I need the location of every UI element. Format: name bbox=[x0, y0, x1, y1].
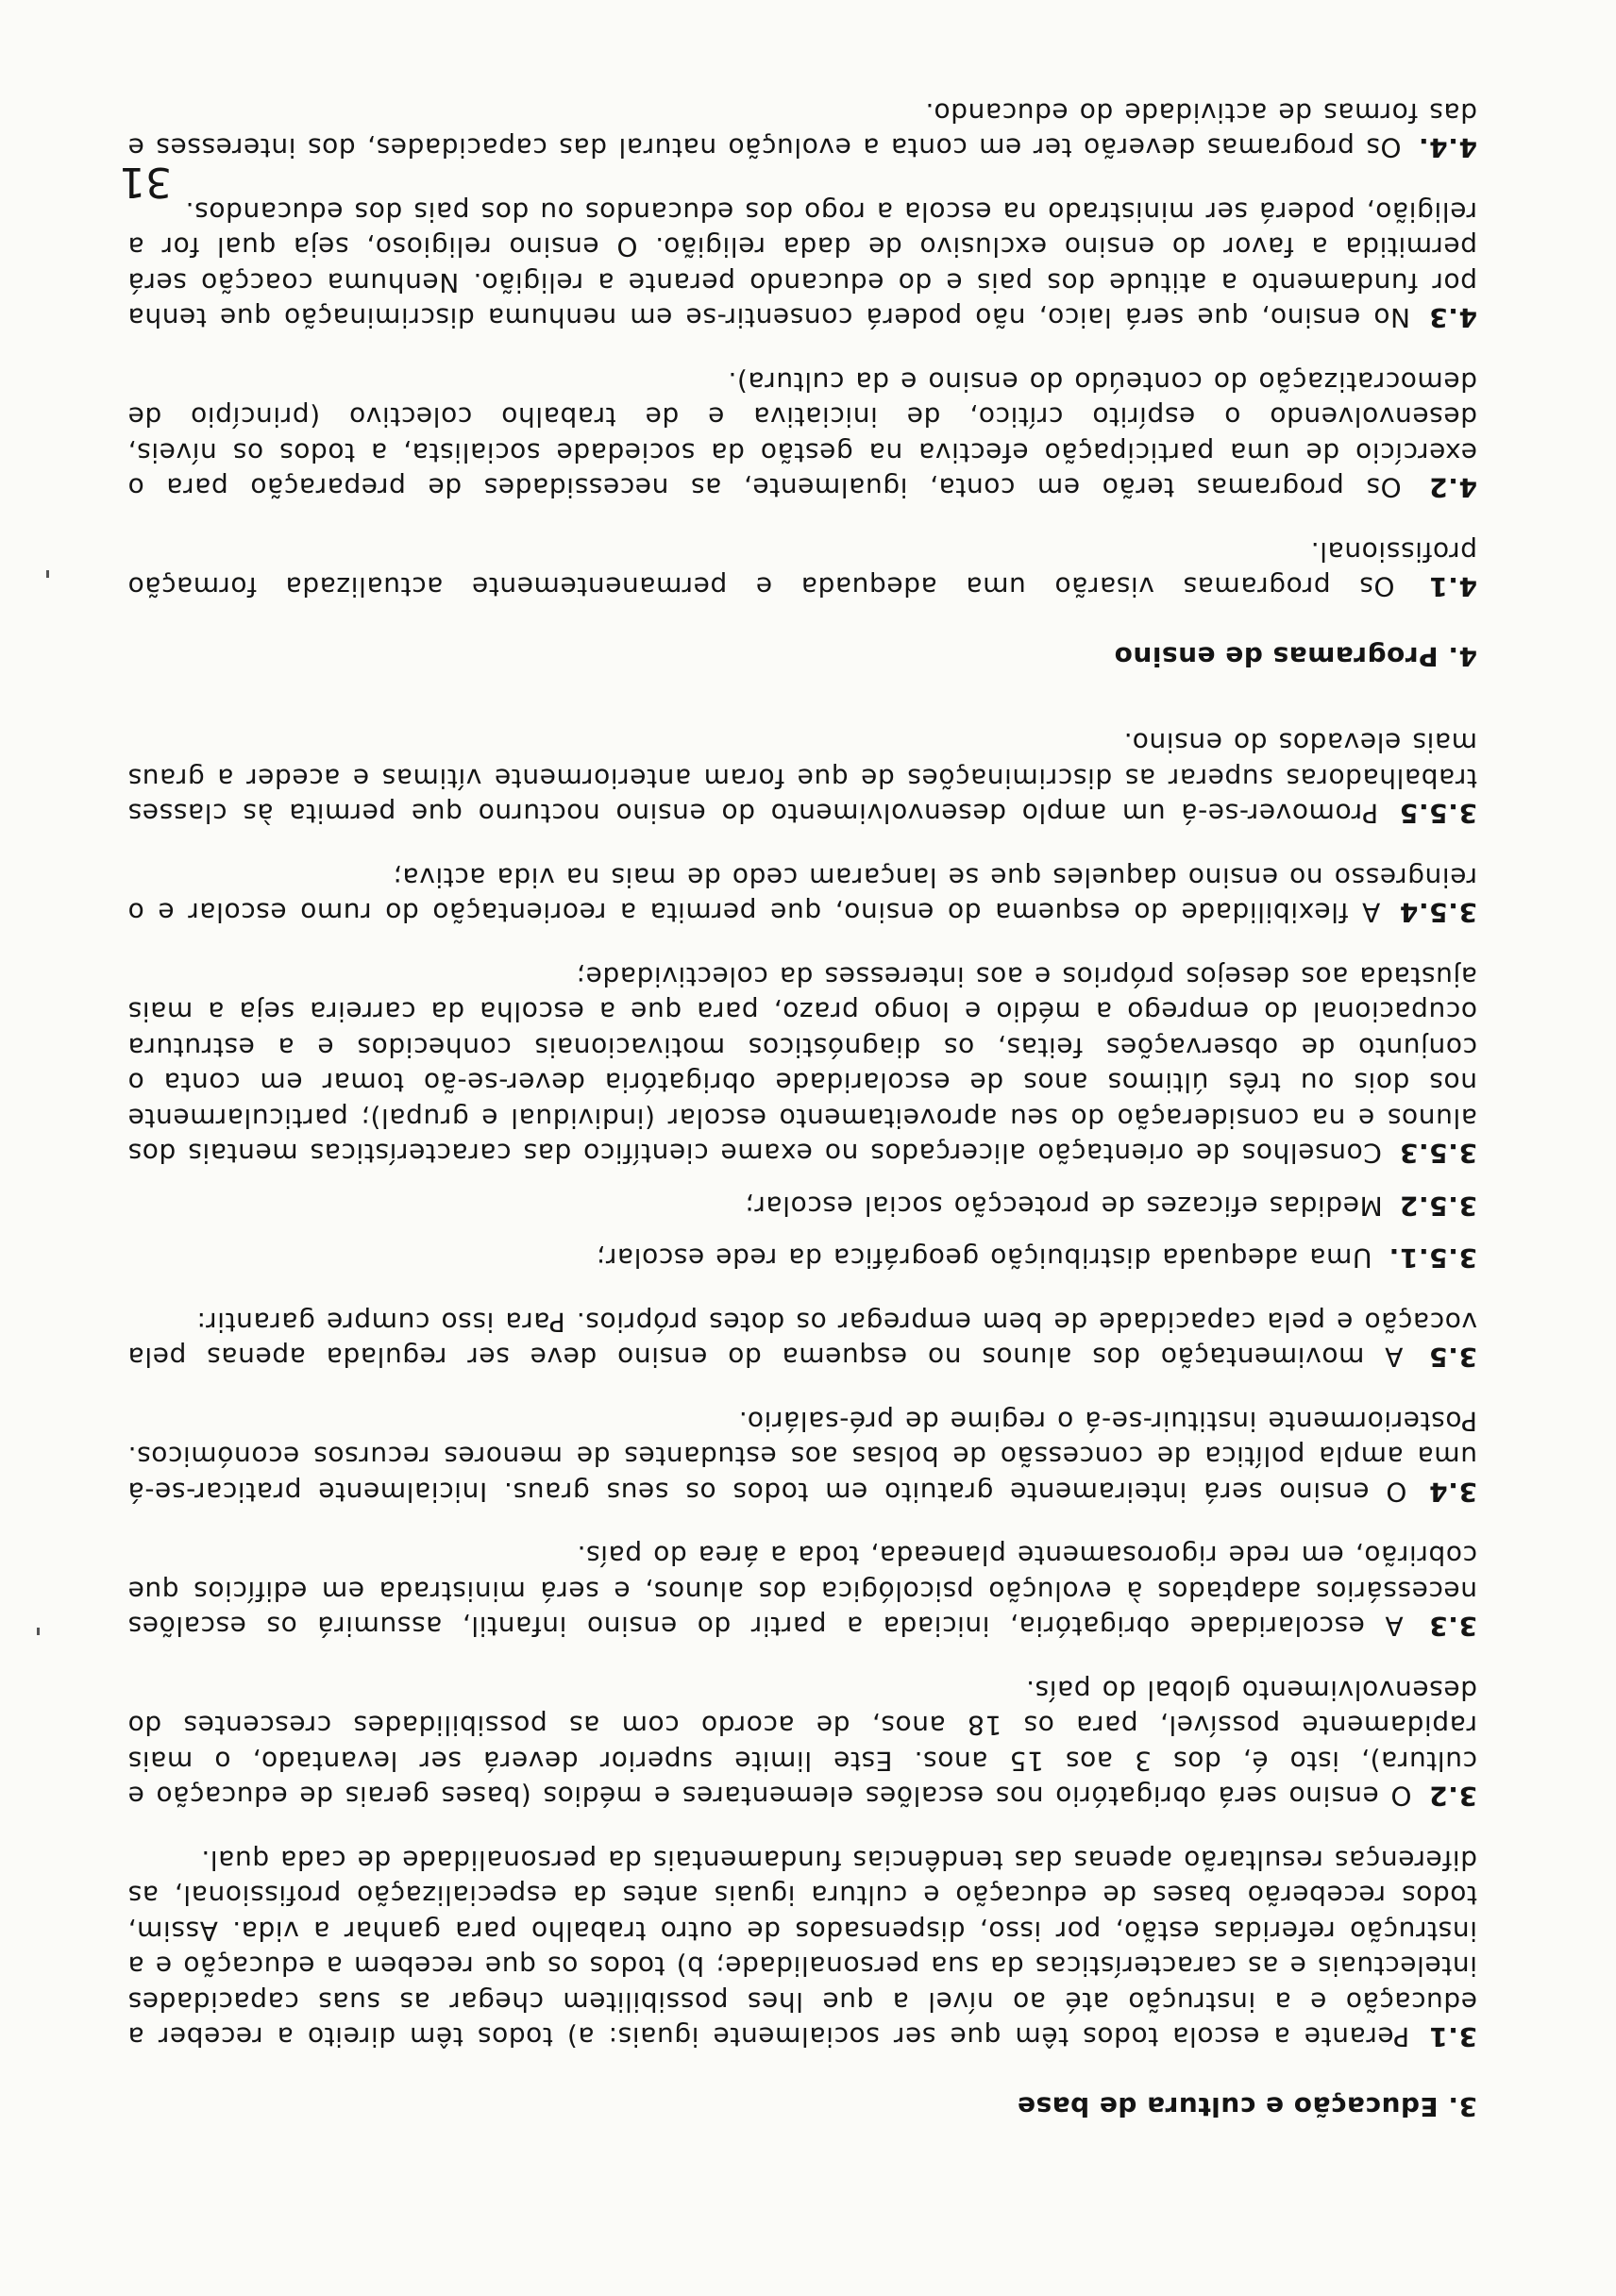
paragraph-number: 3.5.1. bbox=[1389, 1242, 1477, 1275]
paragraph-3-5-3 bbox=[127, 959, 1477, 1172]
paragraph-number: 4.1 bbox=[1428, 571, 1477, 603]
paragraph-number: 3.5.4 bbox=[1399, 897, 1477, 929]
paragraph-3-3 bbox=[127, 1538, 1477, 1645]
paragraph-text: Uma adequada distribuição geográfica da rede escolar; bbox=[596, 1242, 1372, 1275]
paragraph-text: O ensino será obrigatório nos escalões elementares e médios (bases gerais de educação e cultura), isto é, dos 3 aos 15 anos. Este limite superior deverá ser levantado, o mais rapidamente possível, para os 18 anos, de acordo com as possibilidades crescentes do desenvolvimento global do país. bbox=[127, 1675, 1477, 1813]
paragraph-number: 3.5 bbox=[1428, 1342, 1477, 1374]
scan-speck bbox=[46, 570, 49, 578]
paragraph-number: 3.5.3 bbox=[1399, 1138, 1477, 1170]
paragraph-number: 3.2 bbox=[1428, 1781, 1477, 1813]
paragraph-text: Os programas deverão ter em conta a evolução natural das capacidades, dos interesses e das formas de actividade do educando. bbox=[127, 97, 1477, 164]
paragraph-3-1 bbox=[127, 1843, 1477, 2055]
paragraph-4-1 bbox=[127, 534, 1477, 605]
paragraph-number: 4.4. bbox=[1418, 132, 1477, 164]
paragraph-number: 4.3 bbox=[1428, 302, 1477, 334]
paragraph-number: 3.1 bbox=[1428, 2021, 1477, 2053]
paragraph-text: A movimentação dos alunos no esquema do ensino deve ser regulada apenas pela vocação e pela capacidade de bem empregar os dotes próprios. Para isso cumpre garantir: bbox=[127, 1307, 1477, 1374]
page-number: 31 bbox=[119, 158, 172, 206]
paragraph-text: Perante a escola todos têm que ser socialmente iguais: a) todos têm direito a receber a educação e a instrução até ao nível a que lhes possibilitem chegar as suas capacidades intelectuais e as características da sua personalidade; b) todos os que recebem a educação e a instrução referidas estão, por isso, dispensados de outro trabalho para ganhar a vida. Assim, todos receberão bases de educação e cultura iguais antes da especialização profissional, as diferenças resultarão apenas das tendências fundamentais da personalidade de cada qual. bbox=[127, 1845, 1477, 2053]
paragraph-text: Conselhos de orientação alicerçados no exame científico das características mentais dos alunos e na consideração do seu aproveitamento escolar (individual e grupal); particularmente nos dois ou três últimos anos de escolaridade obrigatória dever-se-ão tomar em conta o conjunto de observações feitas, os diagnósticos motivacionais conhecidos e a estrutura ocupacional do emprego a médio e longo prazo, para que a escolha da carreira seja a mais ajustada aos desejos próprios e aos interesses da colectividade; bbox=[127, 961, 1477, 1170]
section-3-heading: 3. Educação e cultura de base bbox=[1017, 2091, 1477, 2122]
paragraph-number: 3.5.2 bbox=[1399, 1190, 1477, 1222]
page-content bbox=[127, 67, 1477, 2125]
paragraph-text: Os programas visarão uma adequada e permanentemente actualizada formação profissional. bbox=[127, 536, 1477, 603]
paragraph-number: 3.3 bbox=[1428, 1611, 1477, 1643]
paragraph-text: A escolaridade obrigatória, iniciada a partir do ensino infantil, assumirá os escalões necessários adaptados à evolução psicológica dos alunos, e será ministrada em edifícios que cobrirão, em rede rigorosamente planeada, toda a área do país. bbox=[127, 1540, 1477, 1643]
section-gap bbox=[127, 674, 1477, 697]
paragraph-3-2 bbox=[127, 1673, 1477, 1815]
paragraph-number: 4.2 bbox=[1428, 472, 1477, 504]
paragraph-3-5-2 bbox=[127, 1189, 1477, 1224]
paragraph-4-2 bbox=[127, 364, 1477, 506]
paragraph-text: O ensino será inteiramente gratuito em todos os seus graus. Inicialmente praticar-se-á uma ampla política de concessão de bolsas aos estudantes de menores recursos económicos. Posteriormente instituir-se-á o regime de pré-salário. bbox=[127, 1406, 1477, 1508]
paragraph-3-5-5 bbox=[127, 725, 1477, 832]
section-4-heading: 4. Programas de ensino bbox=[1114, 641, 1477, 672]
paragraph-3-5-4 bbox=[127, 860, 1477, 931]
paragraph-3-5-1 bbox=[127, 1241, 1477, 1276]
paragraph-number: 3.5.5 bbox=[1399, 798, 1477, 830]
paragraph-text: A flexibilidade do esquema do ensino, que permita a reorientação do rumo escolar e o reingresso no ensino daqueles que se lançaram cedo de mais na vida activa; bbox=[127, 862, 1477, 929]
paragraph-3-5 bbox=[127, 1305, 1477, 1376]
paragraph-4-3 bbox=[127, 194, 1477, 336]
scan-speck bbox=[37, 1628, 40, 1635]
paragraph-3-4 bbox=[127, 1404, 1477, 1511]
paragraph-text: Promover-se-á um amplo desenvolvimento do ensino nocturno que permita às classes trabalhadoras superar as discriminações de que foram anteriormente vítimas e aceder a graus mais elevados do ensino. bbox=[127, 727, 1477, 830]
paragraph-4-4 bbox=[127, 95, 1477, 166]
paragraph-text: Medidas eficazes de protecção social escolar; bbox=[744, 1190, 1383, 1222]
paragraph-text: No ensino, que será laico, não poderá consentir-se em nenhuma discriminação que tenha por fundamento a atitude dos pais e do educando perante a religião. Nenhuma coacção será permitida a favor do ensino exclusivo de dada religião. O ensino religioso, seja qual for a religião, poderá ser ministrado na escola a rogo dos educandos ou dos pais dos educandos. bbox=[127, 196, 1477, 334]
paragraph-number: 3.4 bbox=[1428, 1477, 1477, 1508]
paragraph-text: Os programas terão em conta, igualmente, as necessidades de preparação para o exercício de uma participação efectiva na gestão da sociedade socialista, a todos os níveis, desenvolvendo o espírito crítico, de iniciativa e de trabalho colectivo (princípio de democratização do conteúdo do ensino e da cultura). bbox=[127, 366, 1477, 504]
